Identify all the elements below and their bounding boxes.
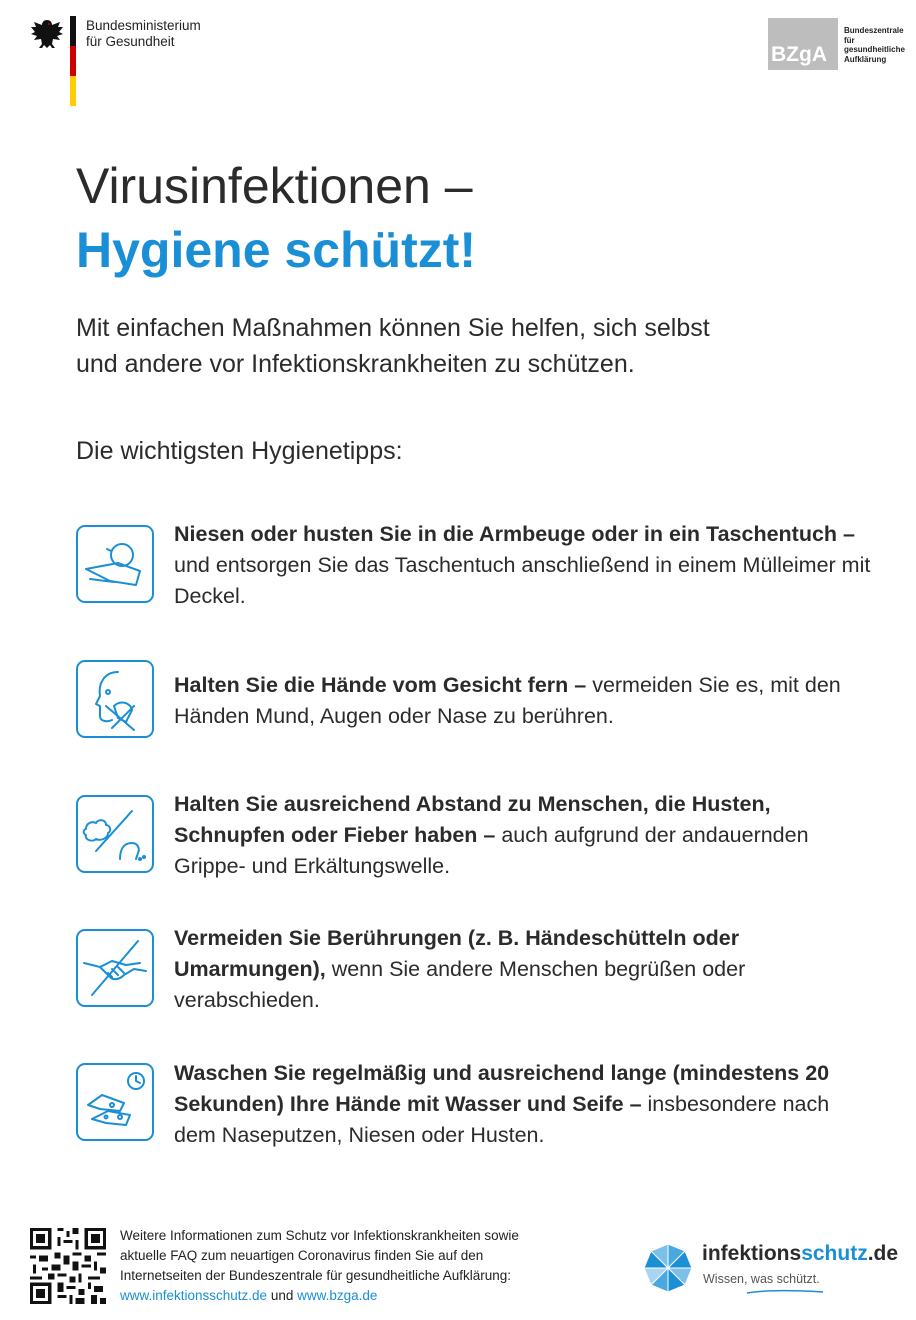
sneeze-elbow-icon <box>76 525 154 603</box>
tip-bold-text: Vermeiden Sie Berührungen (z. B. Händeschütteln oder Umarmungen), <box>174 926 740 981</box>
tip-body-text: wenn Sie andere Menschen begrüßen oder verabschieden. <box>174 957 746 1012</box>
intro-text <box>76 310 856 382</box>
tips-heading: Die wichtigsten Hygienetipps: <box>76 437 403 465</box>
footer-line: Weitere Informationen zum Schutz vor Infektionskrankheiten sowie <box>120 1228 519 1243</box>
tip-text <box>174 1058 874 1151</box>
bzga-line: für <box>844 35 855 45</box>
tip-body-text: insbesondere nach dem Naseputzen, Niesen oder Husten. <box>174 1092 830 1147</box>
footer-connector: und <box>267 1288 298 1303</box>
hand-washing-icon <box>76 1063 154 1141</box>
bzga-line: gesundheitliche <box>844 45 905 55</box>
qr-code-icon[interactable] <box>30 1228 106 1304</box>
no-face-touch-icon <box>76 660 154 738</box>
no-handshake-icon <box>76 929 154 1007</box>
ministry-line: Bundesministerium <box>86 18 201 33</box>
bzga-line: Bundeszentrale <box>844 26 904 35</box>
flag-bar <box>70 16 76 106</box>
bzga-logo-text: BZgA <box>771 43 827 66</box>
ministry-line: für Gesundheit <box>86 34 175 49</box>
tip-bold-text: Waschen Sie regelmäßig und ausreichend lange (mindestens 20 Sekunden) Ihre Hände mit Wasser und Seife – <box>174 1061 830 1116</box>
page-title: Virusinfektionen – <box>76 158 473 214</box>
tip-text <box>174 519 874 612</box>
footer-info <box>120 1226 620 1306</box>
tip-bold-text: Niesen oder husten Sie in die Armbeuge oder in ein Taschentuch – <box>174 522 855 546</box>
brand-part: .de <box>867 1242 899 1265</box>
intro-line: Mit einfachen Maßnahmen können Sie helfen, sich selbst <box>76 314 710 342</box>
brand-part: schutz <box>801 1242 868 1265</box>
tip-body-text: auch aufgrund der andauernden Grippe- und Erkältungswelle. <box>174 823 809 878</box>
intro-line: und andere vor Infektionskrankheiten zu schützen. <box>76 350 635 378</box>
umbrella-logo-icon <box>642 1242 694 1294</box>
bzga-logo <box>768 18 838 70</box>
footer-line: Internetseiten der Bundeszentrale für gesundheitliche Aufklärung: <box>120 1268 512 1283</box>
brand-part: infektions <box>702 1242 802 1265</box>
page-subtitle: Hygiene schützt! <box>76 222 477 278</box>
tip-text <box>174 670 874 732</box>
bzga-name <box>844 26 905 64</box>
tip-bold-text: Halten Sie ausreichend Abstand zu Menschen, die Husten, Schnupfen oder Fieber haben – <box>174 792 771 847</box>
tip-text <box>174 789 874 882</box>
tip-text <box>174 923 874 1016</box>
slogan-underline <box>745 1288 825 1296</box>
bzga-link[interactable]: www.bzga.de <box>297 1288 378 1303</box>
federal-eagle-icon <box>30 16 64 54</box>
infektionsschutz-link[interactable]: www.infektionsschutz.de <box>120 1288 268 1303</box>
brand-slogan: Wissen, was schützt. <box>703 1272 820 1286</box>
brand-name <box>702 1242 898 1266</box>
tip-body-text: und entsorgen Sie das Taschentuch anschließend in einem Mülleimer mit Deckel. <box>174 553 871 608</box>
tip-bold-text: Halten Sie die Hände vom Gesicht fern – <box>174 673 587 697</box>
tip-body-text: vermeiden Sie es, mit den Händen Mund, Augen oder Nase zu berühren. <box>174 673 841 728</box>
footer-line: aktuelle FAQ zum neuartigen Coronavirus finden Sie auf den <box>120 1248 484 1263</box>
ministry-name <box>86 18 201 50</box>
keep-distance-icon <box>76 795 154 873</box>
bzga-line: Aufklärung <box>844 54 887 64</box>
